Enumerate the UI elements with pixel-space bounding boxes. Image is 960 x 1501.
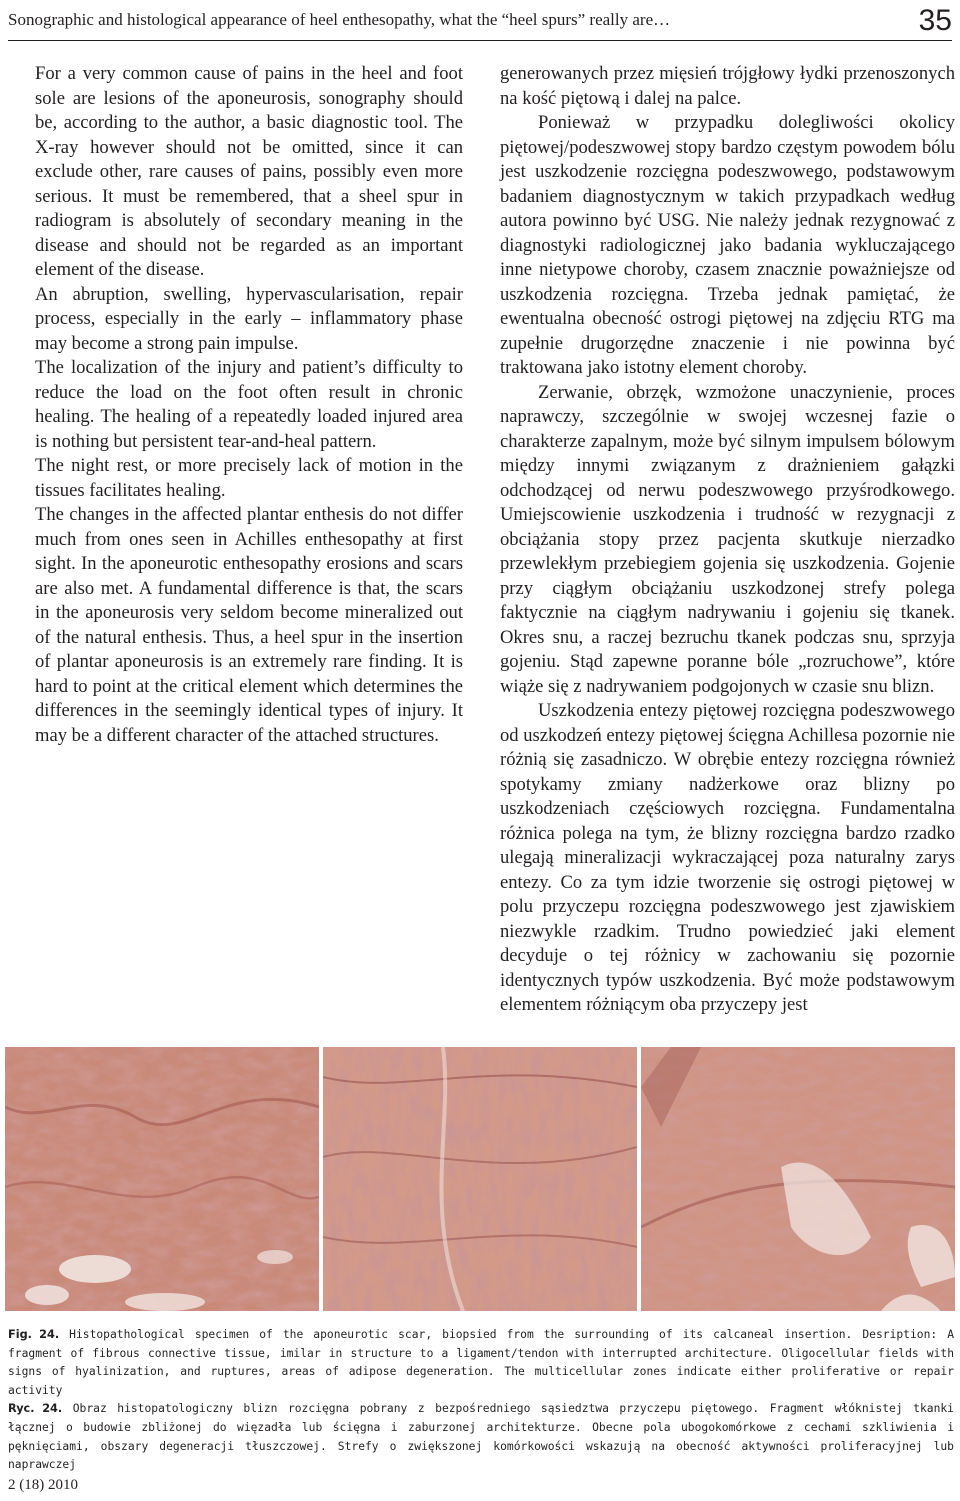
english-text-column	[35, 62, 463, 748]
caption-polish	[8, 1400, 954, 1474]
page-header	[8, 6, 952, 41]
histology-figure	[5, 1047, 955, 1311]
histology-image-right	[641, 1047, 955, 1311]
caption-text: Obraz histopatologiczny blizn rozcięgna pobrany z bezpośredniego sąsiedztwa przyczepu piętowego. Fragment włóknistej tkanki łącznej o budowie zbliżonej do więzadła lub ścięgna i zaburzonej architekturze. Obecne pola ubogokomórkowe z cechami szkliwienia i pęknięciami, obszary degeneracji tłuszczowej. Strefy o zwiększonej komórkowości wskazują na obecność aktywności proliferacyjnej lub naprawczej	[8, 1402, 954, 1472]
paragraph: The night rest, or more precisely lack of motion in the tissues facilitates healing.	[35, 455, 463, 501]
paragraph: generowanych przez mięsień trójgłowy łydki przenoszonych na kość piętową i dalej na palce.	[500, 63, 955, 109]
paragraph: For a very common cause of pains in the heel and foot sole are lesions of the aponeurosis, sonography should be, according to the author, a basic diagnostic tool. The X-ray however should not be omitted, since it can exclude other, rare causes of pains, possibly even more serious. It must be remembered, that a sheel spur in radiogram is absolutely of secondary meaning in the disease and should not be regarded as an important element of the disease.	[35, 63, 463, 280]
paragraph: Ponieważ w przypadku dolegliwości okolicy piętowej/podeszwowej stopy bardzo częstym powodem bólu jest uszkodzenie rozcięgna podeszwowego, podstawowym badaniem diagnostycznym w takich przypadkach według autora powinno być USG. Nie należy jednak rezygnować z diagnostyki radiologicznej jako badania wykluczającego inne nietypowe choroby, czasem znacznie poważniejsze od uszkodzenia rozcięgna. Trzeba jednak pamiętać, że ewentualna obecność ostrogi piętowej na zdjęciu RTG ma zupełnie drugorzędne znaczenie i nie powinna być traktowana jako istotny element choroby.	[500, 112, 955, 378]
running-title: Sonographic and histological appearance of heel enthesopathy, what the “heel spurs” really are…	[8, 10, 671, 29]
caption-label: Ryc. 24.	[8, 1402, 63, 1416]
paragraph: The changes in the affected plantar enthesis do not differ much from ones seen in Achilles enthesopathy at first sight. In the aponeurotic enthesopathy erosions and scars are also met. A fundamental difference is that, the scars in the aponeurosis very seldom become mineralized out of the natural enthesis. Thus, a heel spur in the insertion of plantar aponeurosis is an extremely rare finding. It is hard to point at the critical element which determines the differences in the seemingly identical types of injury. It may be a different character of the attached structures.	[35, 504, 463, 746]
caption-english	[8, 1326, 954, 1400]
paragraph: An abruption, swelling, hypervascularisation, repair process, especially in the early – inflammatory phase may become a strong pain impulse.	[35, 283, 463, 354]
paragraph: The localization of the injury and patient’s difficulty to reduce the load on the foot often result in chronic healing. The healing of a repeatedly loaded injured area is nothing but persistent tear-and-heal pattern.	[35, 357, 463, 452]
histology-image-middle	[323, 1047, 637, 1311]
page-number: 35	[918, 4, 952, 37]
caption-text: Histopathological specimen of the aponeurotic scar, biopsied from the surrounding of its calcaneal insertion. Desription: A fragment of fibrous connective tissue, imilar in structure to a ligament/tendon with interrupted architecture. Oligocellular fields with signs of hyalinization, and ruptures, areas of adipose degeneration. The multicellular zones indicate either proliferative or repair activity	[8, 1328, 954, 1397]
caption-label: Fig. 24.	[8, 1328, 60, 1341]
paragraph: Uszkodzenia entezy piętowej rozcięgna podeszwowego od uszkodzeń entezy piętowej ścięgna Achillesa pozornie nie różnią się zasadniczo. W obrębie entezy rozcięgna również spotykamy zmiany nadżerkowe oraz blizny po uszkodzeniach częściowych rozcięgna. Fundamentalna różnica polega na tym, że blizny rozcięgna bardzo rzadko ulegają mineralizacji wykraczającej poza naturalny zarys entezy. Co za tym idzie tworzenie się ostrogi piętowej w polu przyczepu rozcięgna podeszwowego jest zjawiskiem niezwykle rzadkim. Trudno powiedzieć jaki element decyduje o tej różnicy w zachowaniu się pozornie identycznych typów uszkodzenia. Być może podstawowym elementem różniącym oba przyczepy jest	[500, 700, 955, 1015]
polish-text-column	[500, 62, 955, 1018]
issue-footer: 2 (18) 2010	[8, 1477, 78, 1493]
figure-caption	[8, 1326, 954, 1475]
paragraph: Zerwanie, obrzęk, wzmożone unaczynienie, proces naprawczy, szczególnie w swojej wczesnej fazie o charakterze zapalnym, może być silnym impulsem bólowym między innymi związanym z drażnieniem gałązki odchodzącej od nerwu podeszwowego przyśrodkowego. Umiejscowienie uszkodzenia i trudność w rezygnacji z obciążania stopy przez pacjenta skutkuje nierzadko przewlekłym przebiegiem gojenia się uszkodzenia. Gojenie przy ciągłym obciążaniu uszkodzonej strefy polega faktycznie na ciągłym nadrywaniu i gojeniu się tkanek. Okres snu, a raczej bezruchu tkanek podczas snu, sprzyja gojeniu. Stąd zapewne poranne bóle „rozruchowe”, które wiąże się z nadrywaniem podgojonych w czasie snu blizn.	[500, 381, 955, 697]
histology-image-left	[5, 1047, 319, 1311]
